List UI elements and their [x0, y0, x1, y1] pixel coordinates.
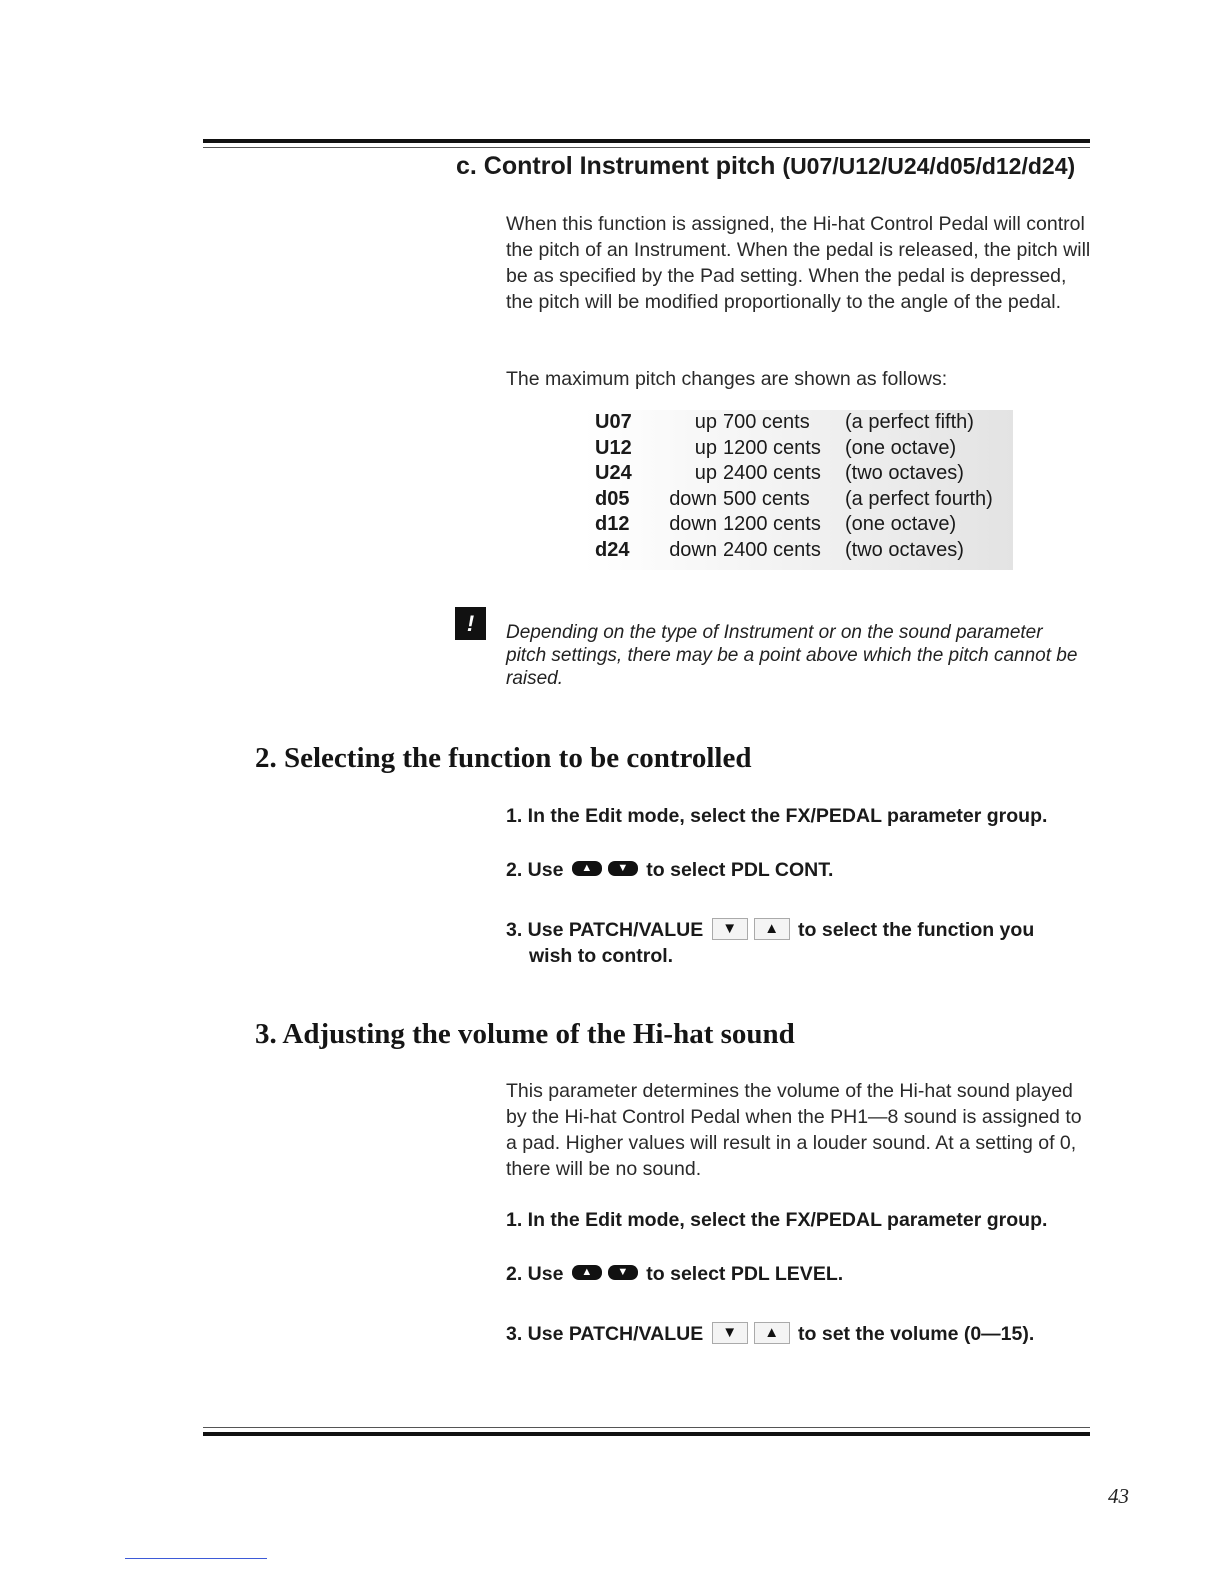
pitch-table-row: [583, 538, 993, 564]
section-3-step-2-suffix: to select PDL LEVEL.: [646, 1263, 844, 1285]
section-2-step-2-suffix: to select PDL CONT.: [646, 859, 834, 881]
pitch-table-desc: (a perfect fifth): [845, 411, 974, 433]
bottom-rule-thick: [203, 1432, 1090, 1436]
pitch-table-amount: 700 cents: [723, 411, 810, 433]
section-3-step-3-prefix: 3. Use PATCH/VALUE: [506, 1323, 704, 1345]
value-up-key-icon: ▲: [754, 1322, 790, 1344]
pitch-table-amount: 1200 cents: [723, 436, 821, 459]
pitch-table-amount: 1200 cents: [723, 513, 821, 536]
section-2-step-3-prefix: 3. Use PATCH/VALUE: [506, 919, 704, 941]
section-3-heading: 3. Adjusting the volume of the Hi-hat sound: [255, 1018, 795, 1050]
section-2-step-3-line-2: wish to control.: [529, 945, 674, 967]
down-arrow-button-icon: ▼: [608, 861, 638, 876]
section-2-step-2-prefix: 2. Use: [506, 859, 564, 881]
section-c-paragraph-1: When this function is assigned, the Hi-hat Control Pedal will control the pitch of an Instrument. When the pedal is released, the pitch will be as specified by the Pad setting. When the pedal is depressed, the pitch will be modified proportionally to the angle of the pedal.: [506, 213, 1091, 313]
pitch-table-desc: (one octave): [845, 513, 957, 536]
bottom-rule-thin: [203, 1427, 1090, 1428]
pitch-table-row: [583, 487, 993, 513]
pitch-table-code: d05: [595, 487, 630, 510]
section-2-step-3-suffix: to select the function you: [798, 919, 1035, 941]
section-c-paragraph-2: The maximum pitch changes are shown as follows:: [506, 368, 948, 390]
section-2-heading: 2. Selecting the function to be controlled: [255, 742, 752, 774]
section-3-step-1: 1. In the Edit mode, select the FX/PEDAL parameter group.: [506, 1209, 1048, 1231]
section-3-step-2: [506, 1261, 843, 1287]
pitch-table-code: U07: [595, 411, 632, 433]
section-c-heading: [456, 152, 1075, 181]
pitch-table-code: U12: [595, 436, 632, 459]
caution-icon: !: [455, 607, 486, 640]
pitch-table-dir: up: [694, 462, 717, 485]
pitch-table-desc: (two octaves): [845, 538, 964, 561]
pitch-table-amount: 500 cents: [723, 487, 810, 510]
pitch-table-desc: (a perfect fourth): [845, 487, 993, 510]
top-rule-thin: [203, 147, 1090, 148]
page-number: 43: [1108, 1484, 1129, 1508]
down-arrow-button-icon: ▼: [608, 1265, 638, 1280]
pitch-table-dir: down: [669, 513, 717, 536]
up-arrow-button-icon: ▲: [572, 861, 602, 876]
section-2-step-2: [506, 857, 833, 883]
up-arrow-button-icon: ▲: [572, 1265, 602, 1280]
pitch-table-amount: 2400 cents: [723, 538, 821, 561]
section-c-codes: (U07/U12/U24/d05/d12/d24): [782, 153, 1076, 179]
pitch-table-row: [583, 410, 993, 436]
section-3-paragraph: This parameter determines the volume of the Hi-hat sound played by the Hi-hat Control Pedal when the PH1—8 sound is assigned to a pad. Higher values will result in a louder sound. At a setting of 0, there will be no sound.: [506, 1080, 1082, 1180]
section-3-step-3: [506, 1321, 1034, 1347]
pitch-table-desc: (one octave): [845, 436, 957, 459]
pitch-table-row: [583, 436, 993, 462]
pitch-table-dir: up: [694, 411, 717, 433]
pitch-change-table: [583, 410, 1013, 570]
pitch-table-row: [583, 512, 993, 538]
section-2-step-3: [506, 917, 1034, 969]
pitch-table-code: d24: [595, 538, 630, 561]
value-down-key-icon: ▼: [712, 918, 748, 940]
pitch-table-dir: up: [694, 436, 717, 459]
pitch-table-desc: (two octaves): [845, 462, 964, 485]
section-c-title: c. Control Instrument pitch: [456, 152, 776, 180]
pitch-table-code: U24: [595, 462, 632, 485]
section-2-step-1: 1. In the Edit mode, select the FX/PEDAL parameter group.: [506, 805, 1048, 827]
section-3-step-2-prefix: 2. Use: [506, 1263, 564, 1285]
pitch-table-dir: down: [669, 487, 717, 510]
section-3-step-3-suffix: to set the volume (0—15).: [798, 1323, 1035, 1345]
pitch-table-dir: down: [669, 538, 717, 561]
pitch-table-amount: 2400 cents: [723, 462, 821, 485]
pitch-table-code: d12: [595, 513, 630, 536]
value-up-key-icon: ▲: [754, 918, 790, 940]
top-rule-thick: [203, 139, 1090, 143]
caution-note: Depending on the type of Instrument or on the sound parameter pitch settings, there may be a point above which the pitch cannot be raised.: [506, 622, 1078, 689]
pitch-table-row: [583, 461, 993, 487]
value-down-key-icon: ▼: [712, 1322, 748, 1344]
footer-link-underline: [125, 1558, 267, 1559]
